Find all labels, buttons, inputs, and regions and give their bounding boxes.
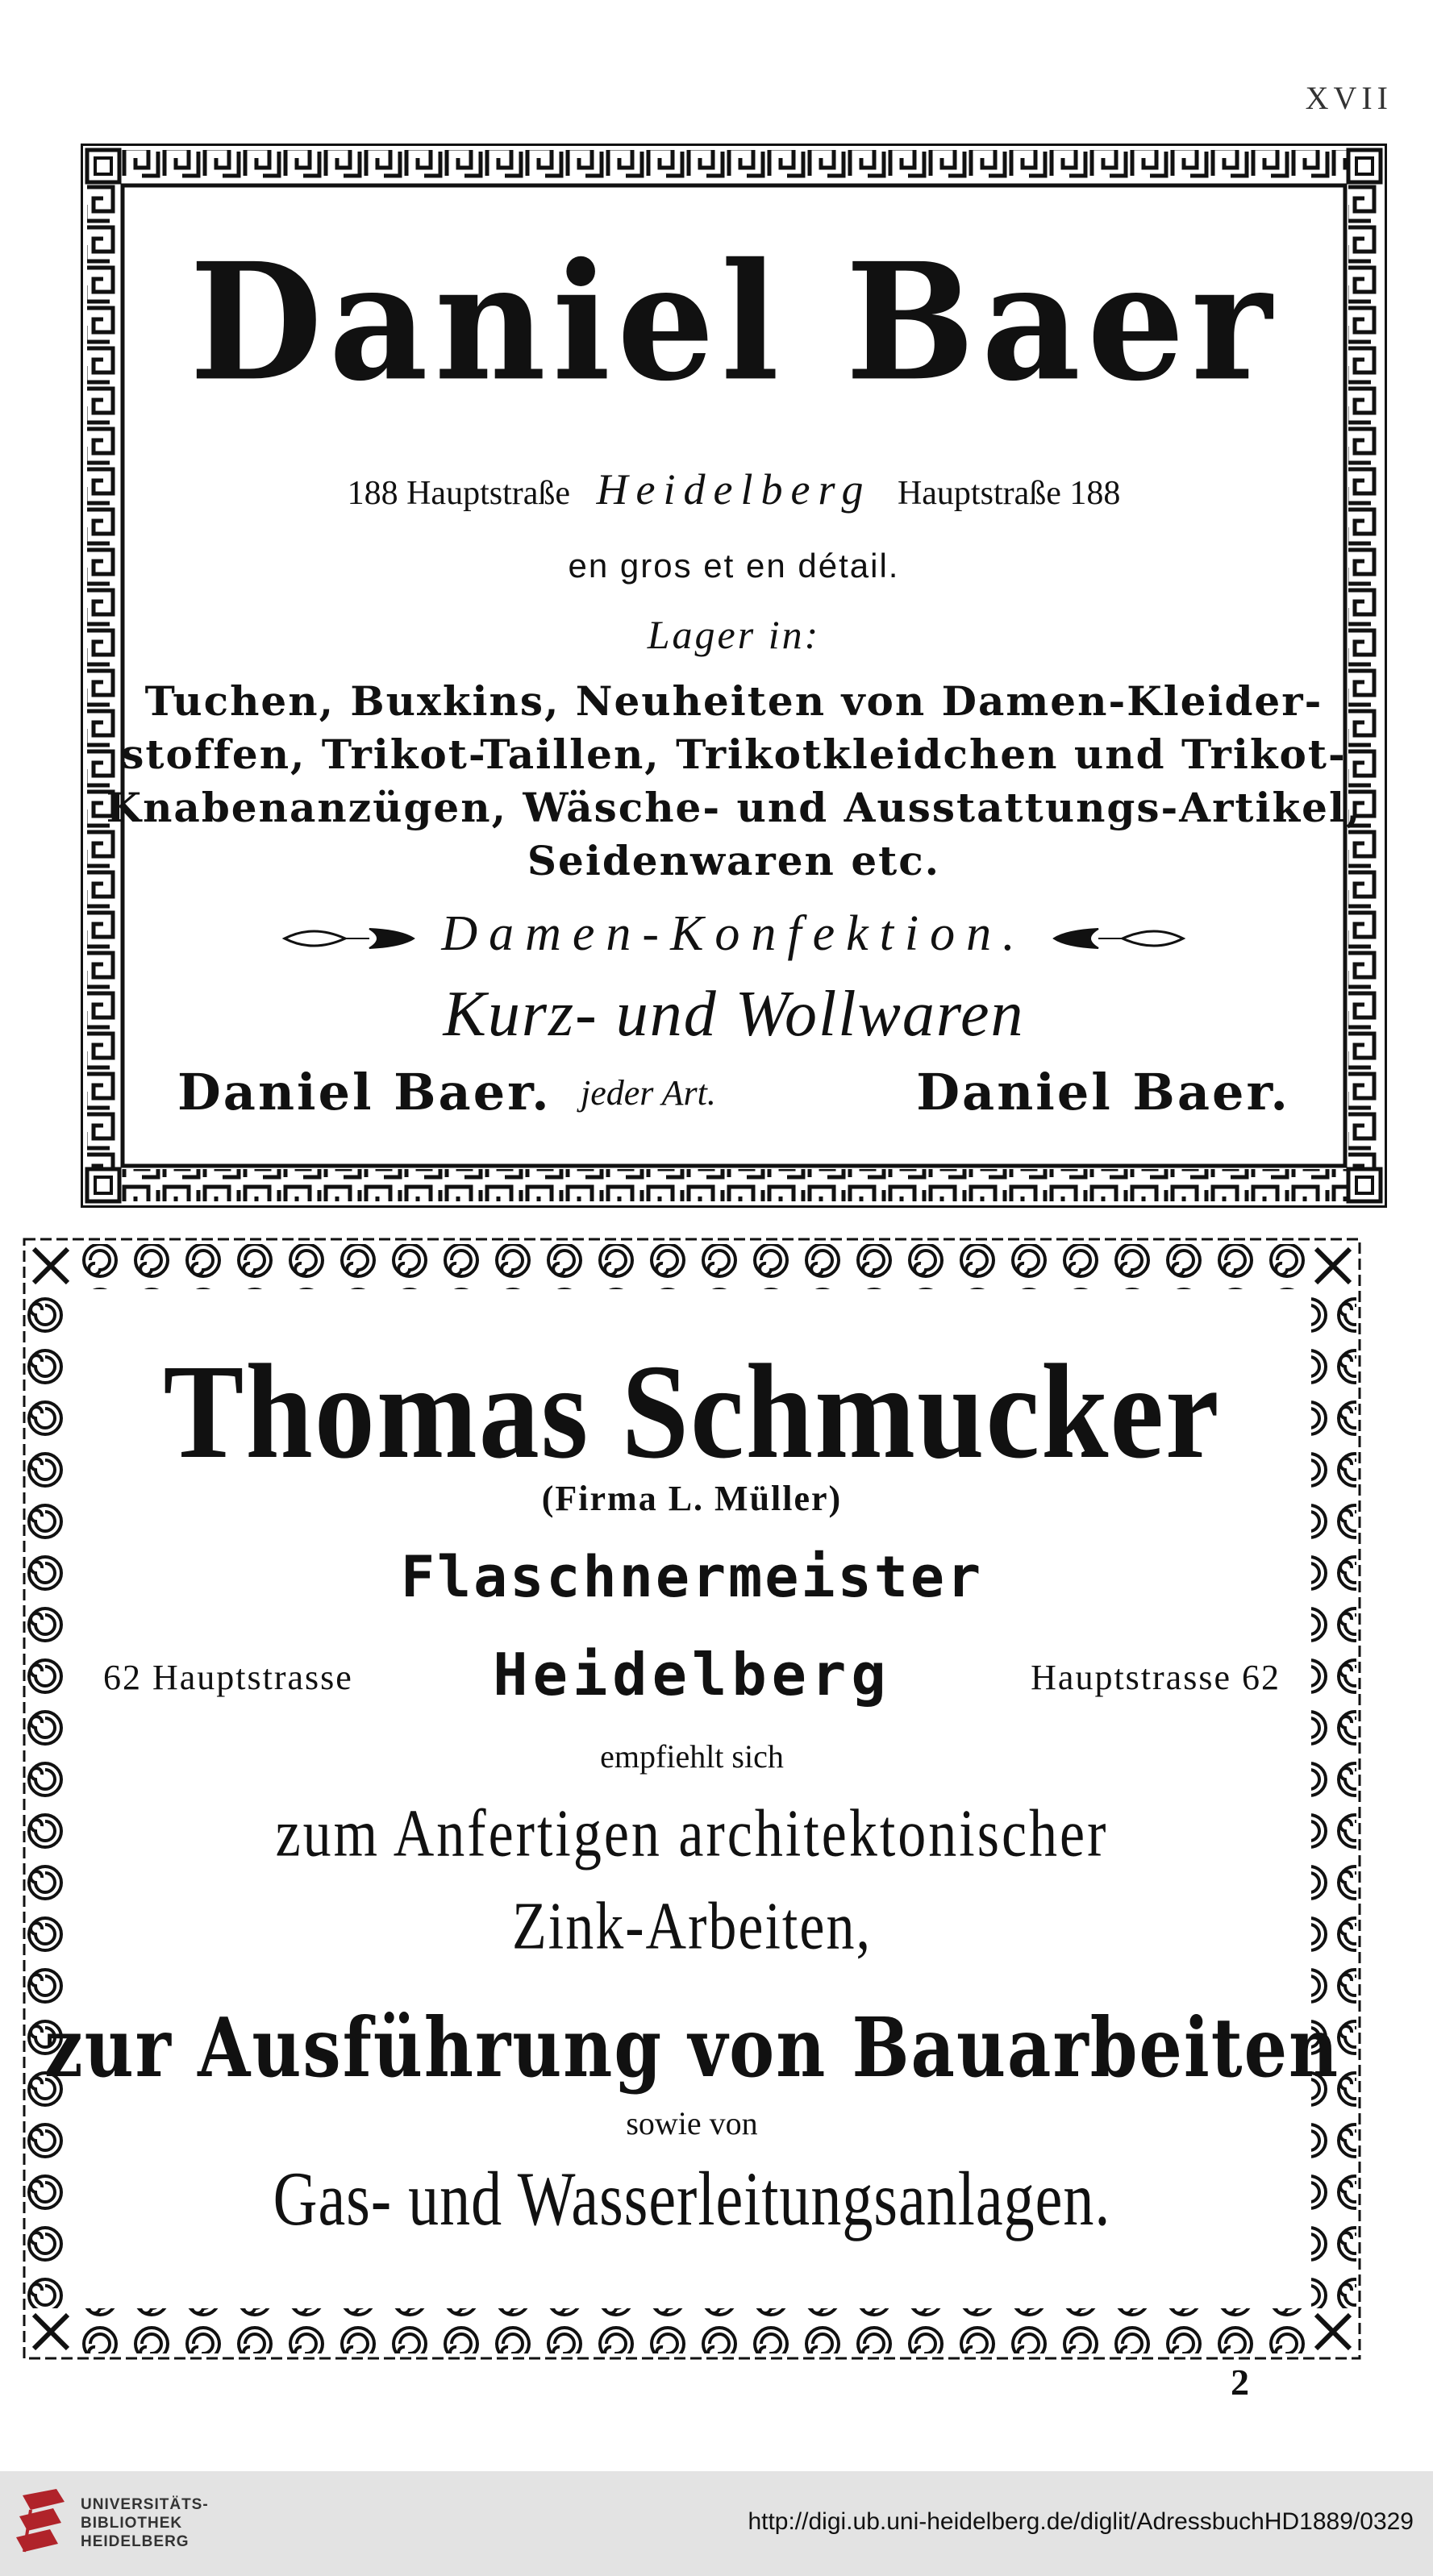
source-url-link[interactable]: http://digi.ub.uni-heidelberg.de/diglit/AdressbuchHD1889/0329 (748, 2508, 1414, 2535)
ad1-goods-line: Tuchen, Buxkins, Neuheiten von Damen-Kleider- (144, 677, 1323, 725)
ad2-service-line-3: zur Ausführung von Bauarbeiten (44, 2000, 1340, 2095)
ad1-kurz-wollwaren: Kurz- und Wollwaren (443, 979, 1025, 1050)
ad1-footer-right-name: Daniel Baer. (916, 1063, 1290, 1122)
ad1-goods-line: stoffen, Trikot-Taillen, Trikotkleidchen und Trikot- (121, 730, 1347, 778)
ad1-tagline: en gros et en détail. (568, 547, 900, 585)
library-name-line: UNIVERSITÄTS- (81, 2496, 209, 2513)
ad1-footer-left-name: Daniel Baer. (177, 1063, 552, 1122)
ornament-left-icon (281, 922, 418, 955)
ad2-sowie: sowie von (626, 2105, 758, 2141)
ad1-address-right: Hauptstraße 188 (897, 475, 1121, 512)
ad2-trade: Flaschnermeister (400, 1544, 984, 1610)
ad1-company-name: Daniel Baer (189, 227, 1279, 417)
ad1-address (81, 464, 1387, 514)
ad2-empfiehlt: empfiehlt sich (600, 1738, 784, 1775)
library-name (81, 2495, 209, 2551)
ad1-address-left: 188 Hauptstraße (347, 475, 571, 512)
advertisement-daniel-baer (81, 144, 1387, 1208)
ad1-address-city: Heidelberg (596, 465, 872, 514)
page-number-top: XVII (1305, 80, 1393, 116)
ad2-city: Heidelberg (493, 1641, 891, 1708)
ad1-goods-line: Seidenwaren etc. (527, 837, 941, 884)
ad2-address-right: Hauptstrasse 62 (1031, 1658, 1281, 1697)
ad2-firma: (Firma L. Müller) (541, 1479, 843, 1518)
ad1-footer-mid: jeder Art. (581, 1073, 716, 1113)
digitization-footer (0, 2471, 1433, 2576)
page-number-bottom: 2 (1231, 2362, 1249, 2403)
ad2-service-line-4: Gas- und Wasserleitungsanlagen. (273, 2157, 1111, 2242)
ad1-konfektion-text: Damen-Konfektion. (441, 906, 1027, 961)
university-library-logo-icon (15, 2486, 71, 2561)
ad2-company-name: Thomas Schmucker (163, 1337, 1221, 1487)
ad2-service-line-2: Zink-Arbeiten, (512, 1889, 872, 1964)
ad1-lager-heading: Lager in: (647, 612, 821, 657)
library-name-line: HEIDELBERG (81, 2533, 190, 2550)
ornament-right-icon (1050, 922, 1187, 955)
ad2-address-left: 62 Hauptstrasse (103, 1658, 353, 1697)
ad1-konfektion (81, 905, 1387, 963)
ad2-service-line-1: zum Anfertigen architektonischer (275, 1796, 1109, 1871)
library-name-line: BIBLIOTHEK (81, 2515, 183, 2532)
ad1-goods-line: Knabenanzügen, Wäsche- und Ausstattungs-Artikel, (106, 784, 1362, 831)
advertisement-thomas-schmucker (23, 1238, 1361, 2360)
